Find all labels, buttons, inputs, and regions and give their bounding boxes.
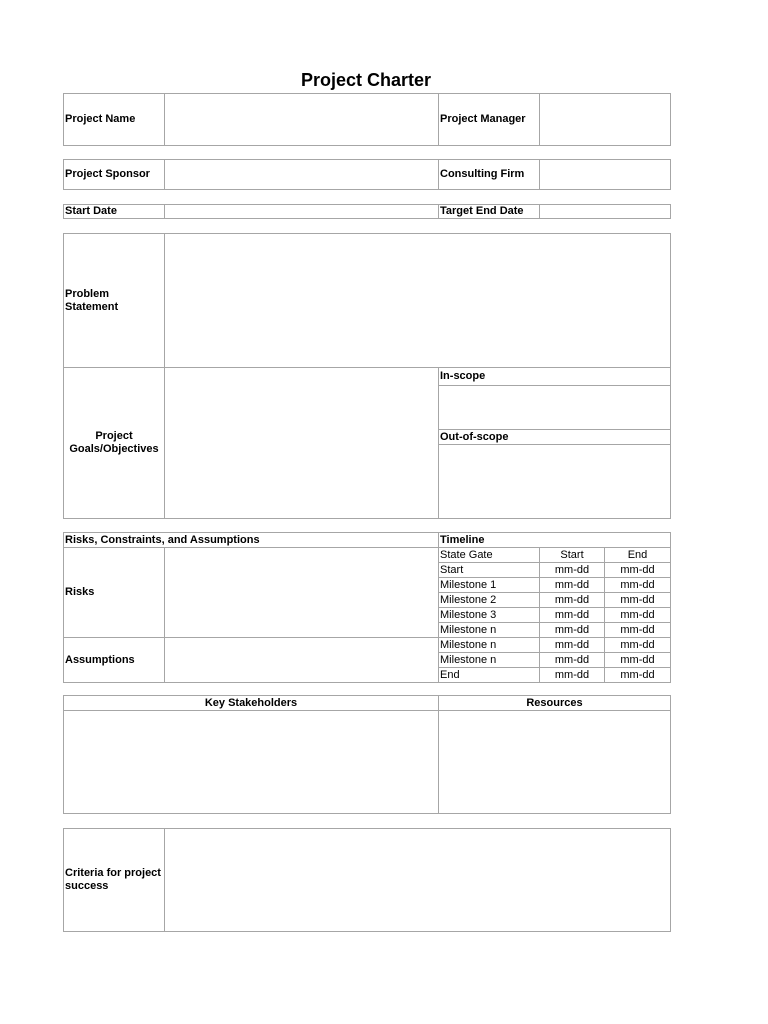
risks-timeline-table <box>63 532 671 683</box>
timeline-row-label: Milestone n <box>439 638 540 653</box>
out-of-scope-label: Out-of-scope <box>439 430 671 445</box>
timeline-end-cell[interactable]: mm-dd <box>605 623 671 638</box>
problem-statement-label: Problem Statement <box>64 234 165 368</box>
timeline-row-label: Milestone 3 <box>439 608 540 623</box>
out-of-scope-field[interactable] <box>439 445 671 519</box>
in-scope-field[interactable] <box>439 386 671 430</box>
start-date-field[interactable] <box>165 205 439 219</box>
project-goals-label: Project Goals/Objectives <box>64 368 165 519</box>
timeline-start-cell[interactable]: mm-dd <box>540 578 605 593</box>
timeline-start-cell[interactable]: mm-dd <box>540 638 605 653</box>
timeline-start-cell[interactable]: mm-dd <box>540 563 605 578</box>
timeline-start-cell[interactable]: mm-dd <box>540 668 605 683</box>
project-manager-label: Project Manager <box>439 94 540 146</box>
timeline-end-cell[interactable]: mm-dd <box>605 653 671 668</box>
project-name-table <box>63 93 671 146</box>
project-sponsor-table <box>63 159 671 190</box>
risks-label: Risks <box>64 548 165 638</box>
timeline-end-cell[interactable]: mm-dd <box>605 608 671 623</box>
key-stakeholders-field[interactable] <box>64 711 439 814</box>
in-scope-label: In-scope <box>439 368 671 386</box>
criteria-label: Criteria for project success <box>64 829 165 932</box>
timeline-start-cell[interactable]: mm-dd <box>540 623 605 638</box>
assumptions-field[interactable] <box>165 638 439 683</box>
timeline-start-cell[interactable]: mm-dd <box>540 653 605 668</box>
assumptions-label: Assumptions <box>64 638 165 683</box>
project-name-field[interactable] <box>165 94 439 146</box>
stakeholders-table <box>63 695 671 814</box>
resources-field[interactable] <box>439 711 671 814</box>
timeline-end-cell[interactable]: mm-dd <box>605 578 671 593</box>
target-end-date-field[interactable] <box>540 205 671 219</box>
timeline-column-header: Start <box>540 548 605 563</box>
timeline-header: Timeline <box>439 533 671 548</box>
project-sponsor-label: Project Sponsor <box>64 160 165 190</box>
consulting-firm-label: Consulting Firm <box>439 160 540 190</box>
timeline-column-header: State Gate <box>439 548 540 563</box>
page-title: Project Charter <box>300 70 432 90</box>
resources-header: Resources <box>439 696 671 711</box>
project-goals-field[interactable] <box>165 368 439 519</box>
timeline-end-cell[interactable]: mm-dd <box>605 668 671 683</box>
timeline-start-cell[interactable]: mm-dd <box>540 593 605 608</box>
project-manager-field[interactable] <box>540 94 671 146</box>
timeline-row-label: Milestone n <box>439 653 540 668</box>
timeline-end-cell[interactable]: mm-dd <box>605 563 671 578</box>
target-end-date-label: Target End Date <box>439 205 540 219</box>
timeline-start-cell[interactable]: mm-dd <box>540 608 605 623</box>
timeline-row-label: End <box>439 668 540 683</box>
criteria-field[interactable] <box>165 829 671 932</box>
problem-statement-field[interactable] <box>165 234 671 368</box>
key-stakeholders-header: Key Stakeholders <box>64 696 439 711</box>
dates-table <box>63 204 671 219</box>
timeline-end-cell[interactable]: mm-dd <box>605 638 671 653</box>
consulting-firm-field[interactable] <box>540 160 671 190</box>
timeline-end-cell[interactable]: mm-dd <box>605 593 671 608</box>
risks-section-header: Risks, Constraints, and Assumptions <box>64 533 439 548</box>
timeline-row-label: Milestone 1 <box>439 578 540 593</box>
criteria-table <box>63 828 671 932</box>
problem-goals-table <box>63 233 671 519</box>
timeline-row-label: Start <box>439 563 540 578</box>
timeline-row-label: Milestone 2 <box>439 593 540 608</box>
risks-field[interactable] <box>165 548 439 638</box>
start-date-label: Start Date <box>64 205 165 219</box>
timeline-column-header: End <box>605 548 671 563</box>
project-sponsor-field[interactable] <box>165 160 439 190</box>
timeline-row-label: Milestone n <box>439 623 540 638</box>
project-name-label: Project Name <box>64 94 165 146</box>
